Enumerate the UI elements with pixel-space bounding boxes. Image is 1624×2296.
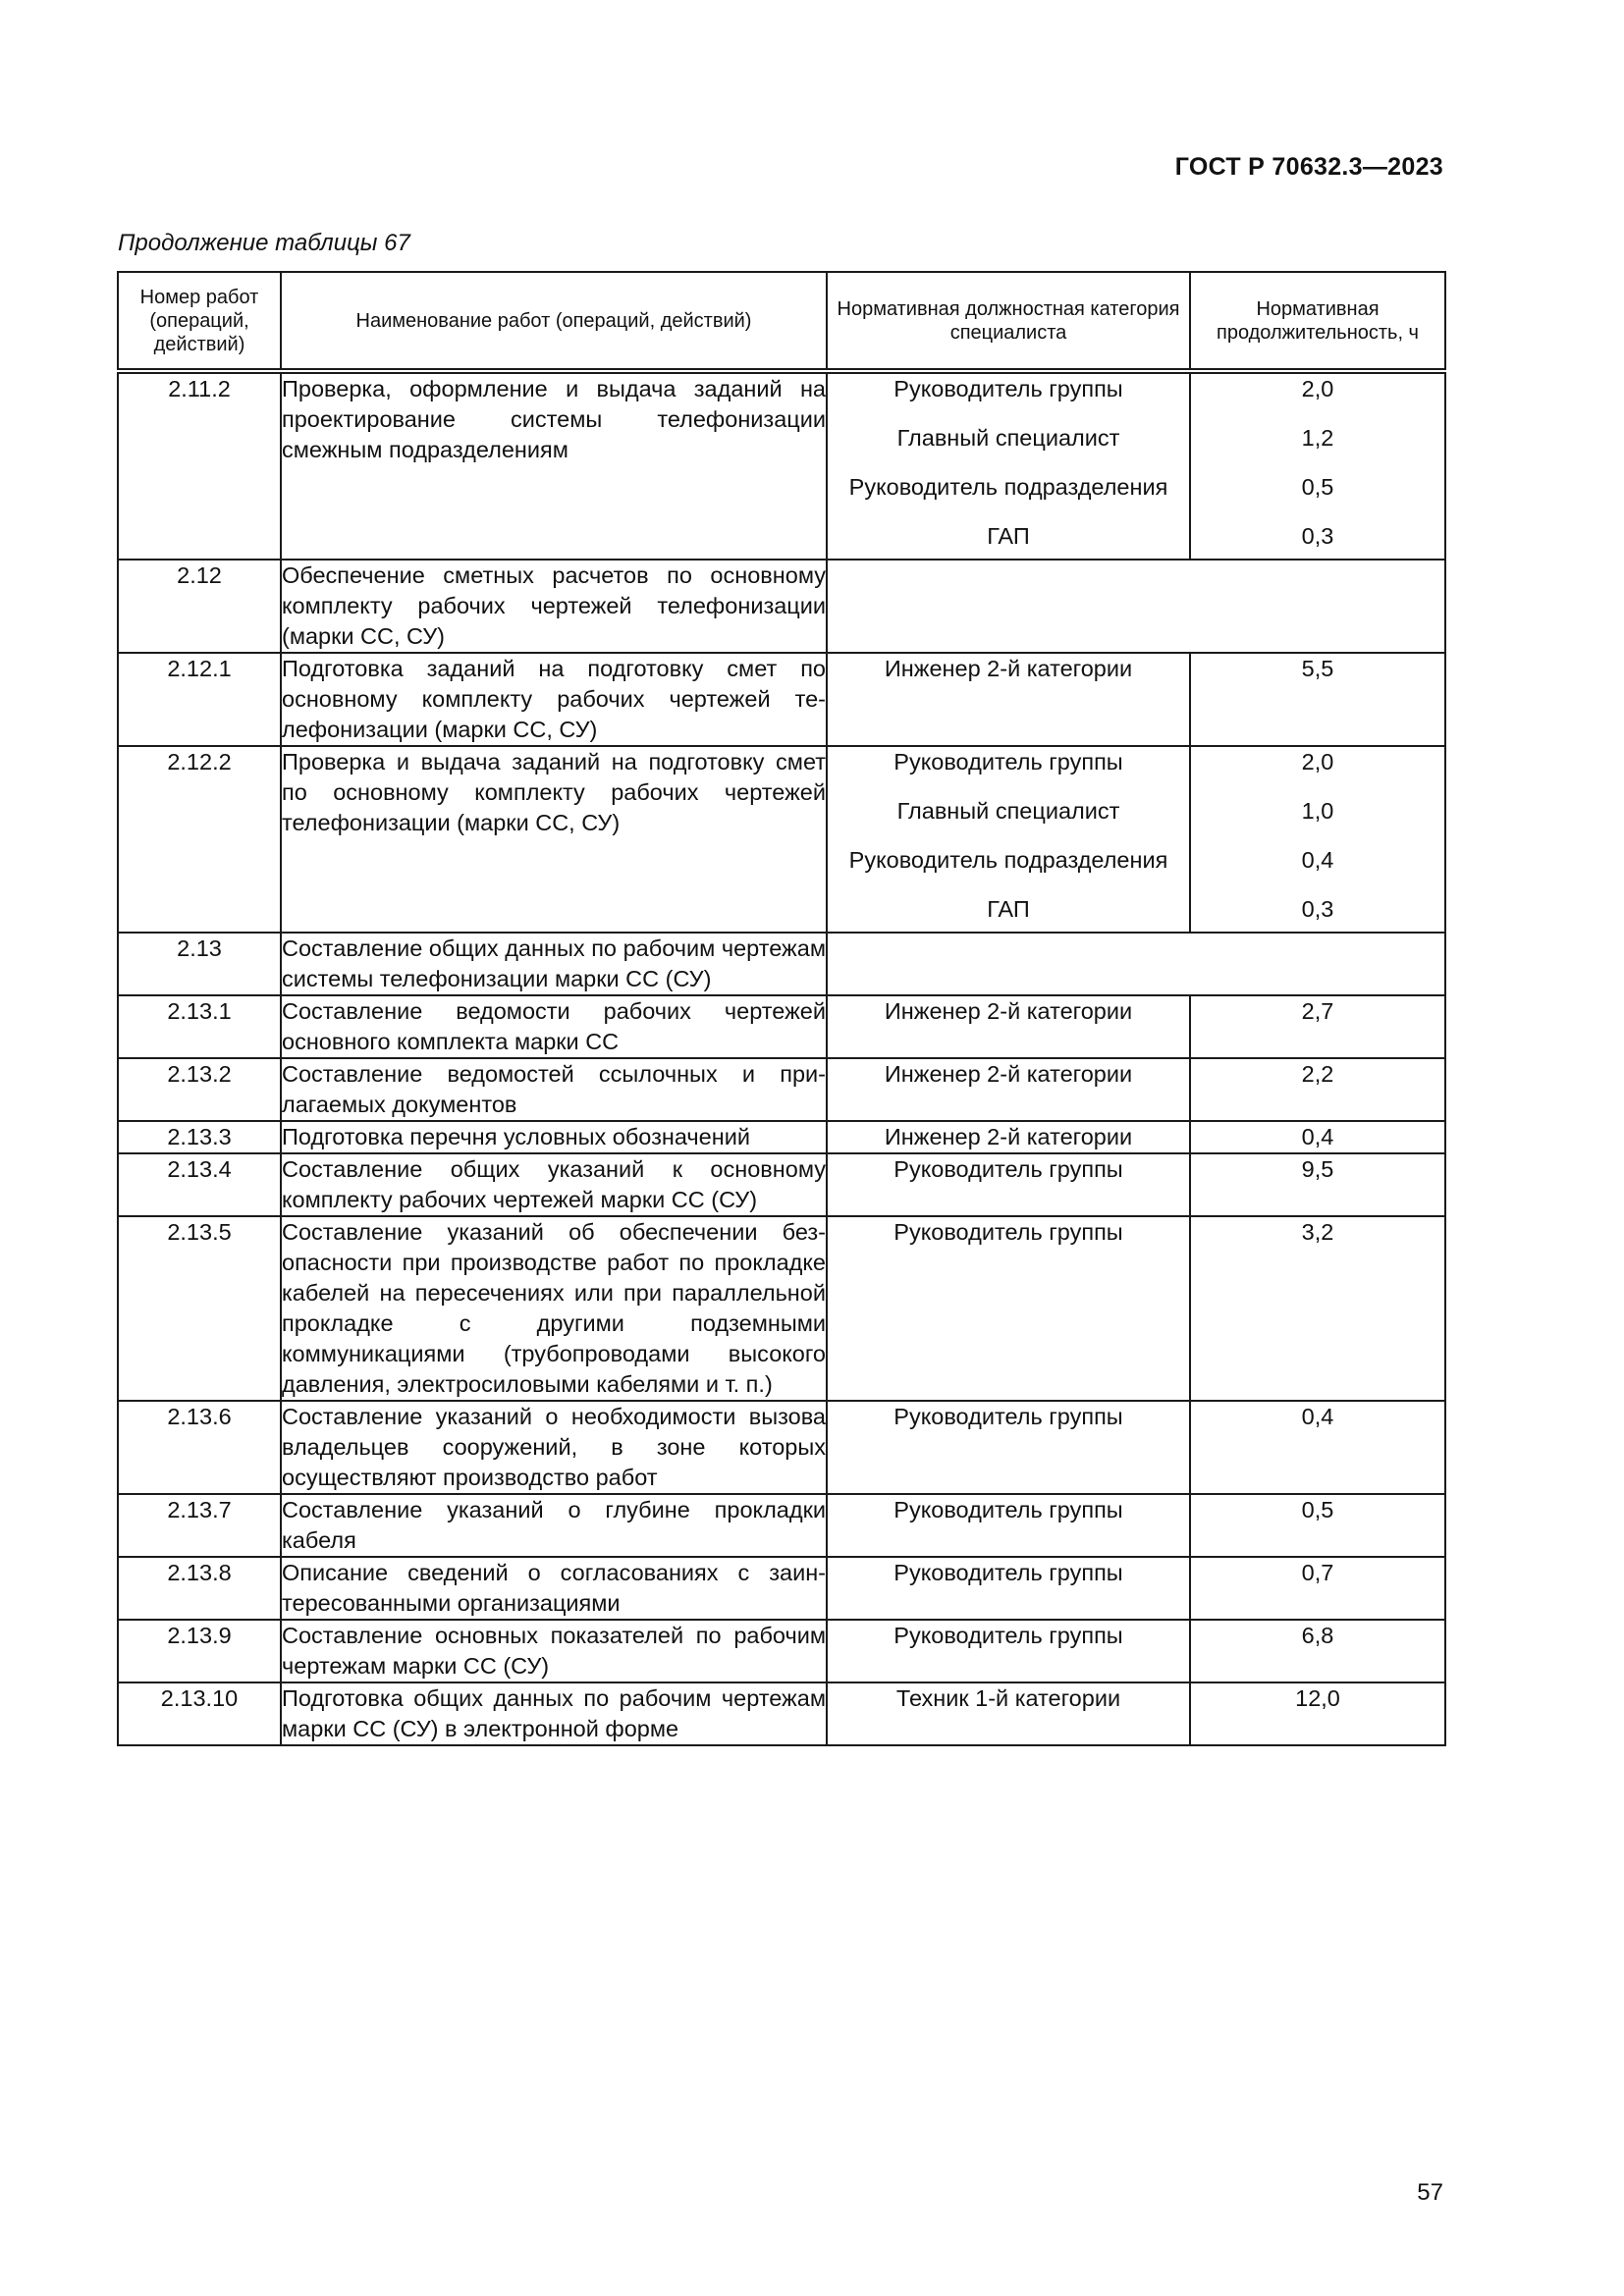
specialist-category: Главный специалист xyxy=(896,798,1120,824)
work-name: Подготовка заданий на подготовку смет по основному комплекту рабочих чертежей телефонизации (марки СС, СУ) xyxy=(281,653,827,746)
specialist-category: Инженер 2-й категории xyxy=(884,1061,1133,1087)
work-name: Составление указаний о необходимости вызова владельцев сооружений, в зоне которых осуществляют производство работ xyxy=(281,1401,827,1494)
column-header-duration: Нормативная продолжительность, ч xyxy=(1190,272,1445,371)
column-header-name: Наименование работ (операций, действий) xyxy=(281,272,827,371)
specialist-category-cell xyxy=(827,1494,1190,1557)
work-name: Подготовка перечня условных обозначений xyxy=(281,1121,827,1153)
table-row xyxy=(118,933,1445,995)
work-number: 2.11.2 xyxy=(118,371,281,560)
work-number: 2.12.1 xyxy=(118,653,281,746)
specialist-category-cell xyxy=(827,371,1190,560)
specialist-category: Инженер 2-й категории xyxy=(884,1124,1133,1149)
specialist-category: Руководитель группы xyxy=(893,1156,1123,1182)
specialist-category-cell xyxy=(827,1121,1190,1153)
table-row xyxy=(118,1557,1445,1620)
duration-cell xyxy=(1190,1058,1445,1121)
specialist-category: Руководитель группы xyxy=(893,1560,1123,1585)
duration-cell xyxy=(1190,653,1445,746)
work-name: Составление основных показателей по рабочим чертежам марки СС (СУ) xyxy=(281,1620,827,1682)
table-row xyxy=(118,1620,1445,1682)
work-name: Подготовка общих данных по рабочим чертежам марки СС (СУ) в электронной форме xyxy=(281,1682,827,1745)
duration-cell xyxy=(1190,1401,1445,1494)
duration-hours: 9,5 xyxy=(1301,1156,1334,1182)
table-body xyxy=(118,371,1445,1745)
duration-hours: 2,7 xyxy=(1301,998,1334,1024)
duration-hours: 1,2 xyxy=(1301,425,1334,451)
work-number: 2.13.7 xyxy=(118,1494,281,1557)
duration-hours: 0,3 xyxy=(1301,896,1334,922)
duration-hours: 0,4 xyxy=(1301,1124,1334,1149)
table-row xyxy=(118,1216,1445,1401)
duration-hours: 0,5 xyxy=(1301,474,1334,500)
duration-cell xyxy=(1190,746,1445,933)
duration-cell xyxy=(1190,1153,1445,1216)
duration-hours: 2,0 xyxy=(1301,376,1334,401)
duration-cell xyxy=(1190,1557,1445,1620)
work-number: 2.13.6 xyxy=(118,1401,281,1494)
duration-hours: 2,2 xyxy=(1301,1061,1334,1087)
specialist-category: Инженер 2-й категории xyxy=(884,998,1133,1024)
table-row xyxy=(118,560,1445,653)
table-header-row xyxy=(118,272,1445,371)
specialist-category-cell xyxy=(827,1620,1190,1682)
work-name: Обеспечение сметных расчетов по основному комплекту рабочих чертежей телефонизации (марки СС, СУ) xyxy=(281,560,827,653)
work-name: Составление указаний об обеспечении безопасности при производстве работ по прокладке кабелей на пересечениях или при параллельной прокладке с другими подземными коммуникациями (трубопроводами высокого давления, электросиловыми кабелями и т. п.) xyxy=(281,1216,827,1401)
work-name: Составление общих данных по рабочим чертежам системы телефонизации марки СС (СУ) xyxy=(281,933,827,995)
duration-hours: 0,4 xyxy=(1301,1404,1334,1429)
duration-hours: 12,0 xyxy=(1295,1685,1340,1711)
work-name: Проверка, оформление и выдача заданий на проектирование системы телефонизации смежным подразделениям xyxy=(281,371,827,560)
specialist-category-cell xyxy=(827,1153,1190,1216)
table-row xyxy=(118,653,1445,746)
table-row xyxy=(118,995,1445,1058)
work-number: 2.13.3 xyxy=(118,1121,281,1153)
work-number: 2.13.10 xyxy=(118,1682,281,1745)
specialist-category-cell xyxy=(827,1557,1190,1620)
duration-hours: 2,0 xyxy=(1301,749,1334,774)
table-row xyxy=(118,1682,1445,1745)
work-number: 2.13 xyxy=(118,933,281,995)
work-number: 2.12 xyxy=(118,560,281,653)
table-row xyxy=(118,1494,1445,1557)
specialist-category: Руководитель группы xyxy=(893,1497,1123,1522)
duration-hours: 0,7 xyxy=(1301,1560,1334,1585)
work-number: 2.13.9 xyxy=(118,1620,281,1682)
specialist-category: Инженер 2-й категории xyxy=(884,656,1133,681)
work-number: 2.13.4 xyxy=(118,1153,281,1216)
work-name: Составление общих указаний к основному комплекту рабочих чертежей марки СС (СУ) xyxy=(281,1153,827,1216)
norms-table xyxy=(117,271,1446,1746)
table-caption: Продолжение таблицы 67 xyxy=(118,230,410,256)
column-header-category: Нормативная должностная категория специалиста xyxy=(827,272,1190,371)
table-row xyxy=(118,1058,1445,1121)
work-number: 2.12.2 xyxy=(118,746,281,933)
specialist-category-cell xyxy=(827,653,1190,746)
specialist-category: Техник 1-й категории xyxy=(895,1685,1121,1711)
work-name: Описание сведений о согласованиях с заинтересованными организациями xyxy=(281,1557,827,1620)
specialist-category-cell xyxy=(827,746,1190,933)
duration-hours: 1,0 xyxy=(1301,798,1334,824)
work-name: Проверка и выдача заданий на подготовку смет по основному комплекту рабочих чертежей телефонизации (марки СС, СУ) xyxy=(281,746,827,933)
page-number: 57 xyxy=(1417,2179,1443,2206)
duration-hours: 0,5 xyxy=(1301,1497,1334,1522)
table-row xyxy=(118,1153,1445,1216)
specialist-category: Руководитель группы xyxy=(893,376,1123,401)
specialist-category-cell xyxy=(827,1682,1190,1745)
empty-group-cell xyxy=(827,560,1445,653)
specialist-category: Руководитель группы xyxy=(893,1219,1123,1245)
work-number: 2.13.1 xyxy=(118,995,281,1058)
duration-cell xyxy=(1190,1620,1445,1682)
specialist-category: Руководитель подразделения xyxy=(848,847,1168,873)
specialist-category-cell xyxy=(827,1058,1190,1121)
document-standard-id: ГОСТ Р 70632.3—2023 xyxy=(1174,153,1443,181)
work-name: Составление указаний о глубине прокладки кабеля xyxy=(281,1494,827,1557)
table-row xyxy=(118,746,1445,933)
duration-cell xyxy=(1190,371,1445,560)
duration-cell xyxy=(1190,1494,1445,1557)
specialist-category: ГАП xyxy=(987,523,1030,549)
table-row xyxy=(118,1121,1445,1153)
duration-hours: 0,3 xyxy=(1301,523,1334,549)
duration-hours: 5,5 xyxy=(1301,656,1334,681)
work-name: Составление ведомости рабочих чертежей основного комплекта марки СС xyxy=(281,995,827,1058)
table-row xyxy=(118,1401,1445,1494)
duration-cell xyxy=(1190,1121,1445,1153)
specialist-category: Руководитель группы xyxy=(893,749,1123,774)
specialist-category-cell xyxy=(827,995,1190,1058)
specialist-category: Руководитель подразделения xyxy=(848,474,1168,500)
work-number: 2.13.5 xyxy=(118,1216,281,1401)
specialist-category: Главный специалист xyxy=(896,425,1120,451)
duration-cell xyxy=(1190,1216,1445,1401)
specialist-category: Руководитель группы xyxy=(893,1404,1123,1429)
duration-hours: 0,4 xyxy=(1301,847,1334,873)
duration-hours: 3,2 xyxy=(1301,1219,1334,1245)
specialist-category: ГАП xyxy=(987,896,1030,922)
table-row xyxy=(118,371,1445,560)
work-name: Составление ведомостей ссылочных и прилагаемых документов xyxy=(281,1058,827,1121)
work-number: 2.13.8 xyxy=(118,1557,281,1620)
empty-group-cell xyxy=(827,933,1445,995)
specialist-category-cell xyxy=(827,1216,1190,1401)
specialist-category: Руководитель группы xyxy=(893,1623,1123,1648)
column-header-number: Номер работ (операций, действий) xyxy=(118,272,281,371)
duration-hours: 6,8 xyxy=(1301,1623,1334,1648)
work-number: 2.13.2 xyxy=(118,1058,281,1121)
specialist-category-cell xyxy=(827,1401,1190,1494)
duration-cell xyxy=(1190,1682,1445,1745)
duration-cell xyxy=(1190,995,1445,1058)
